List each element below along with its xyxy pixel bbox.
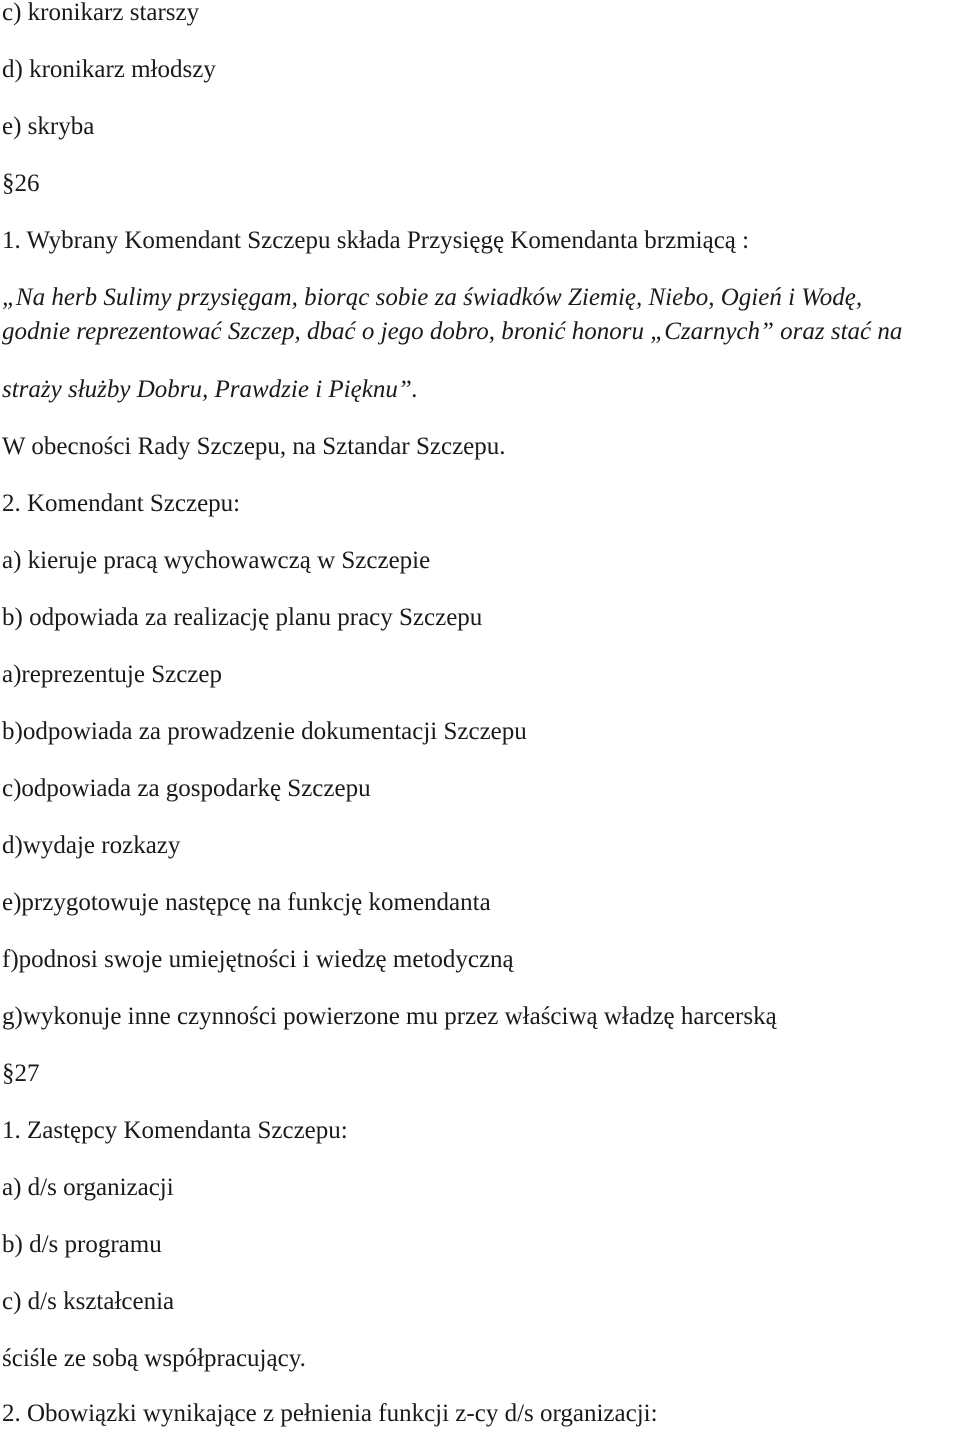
list-item-rozkazy: d)wydaje rozkazy: [2, 832, 181, 859]
paragraph-komendant-heading: 2. Komendant Szczepu:: [2, 490, 241, 517]
list-item-umiejetnosci: f)podnosi swoje umiejętności i wiedzę metodyczną: [2, 946, 514, 973]
list-item-gospodarka: c)odpowiada za gospodarkę Szczepu: [2, 775, 371, 802]
list-item-nastepca: e)przygotowuje następcę na funkcję komendanta: [2, 889, 491, 916]
oath-text-line-2: godnie reprezentować Szczep, dbać o jego dobro, bronić honoru „Czarnych” oraz stać na: [2, 318, 903, 345]
list-item-inne-czynnosci: g)wykonuje inne czynności powierzone mu przez właściwą władzę harcerską: [2, 1003, 777, 1030]
list-item-realizacja: b) odpowiada za realizację planu pracy Szczepu: [2, 604, 483, 631]
paragraph-oath-intro: 1. Wybrany Komendant Szczepu składa Przysięgę Komendanta brzmiącą :: [2, 227, 750, 254]
list-item-kronikarz-mlodszy: d) kronikarz młodszy: [2, 56, 216, 83]
list-item-skryba: e) skryba: [2, 113, 95, 140]
paragraph-zastepcy-heading: 1. Zastępcy Komendanta Szczepu:: [2, 1117, 348, 1144]
list-item-organizacji: a) d/s organizacji: [2, 1174, 174, 1201]
section-heading-26: §26: [2, 170, 40, 197]
section-heading-27: §27: [2, 1060, 40, 1087]
list-item-dokumentacja: b)odpowiada za prowadzenie dokumentacji Szczepu: [2, 718, 527, 745]
oath-text-line-1: „Na herb Sulimy przysięgam, biorąc sobie za świadków Ziemię, Niebo, Ogień i Wodę,: [2, 284, 863, 311]
paragraph-oath-location: W obecności Rady Szczepu, na Sztandar Szczepu.: [2, 433, 506, 460]
list-item-programu: b) d/s programu: [2, 1231, 162, 1258]
list-item-ksztalcenia: c) d/s kształcenia: [2, 1288, 175, 1315]
list-item-kronikarz-starszy: c) kronikarz starszy: [2, 0, 200, 26]
paragraph-obowiazki-heading: 2. Obowiązki wynikające z pełnienia funkcji z-cy d/s organizacji:: [2, 1400, 658, 1427]
paragraph-wspolpraca: ściśle ze sobą współpracujący.: [2, 1345, 306, 1372]
list-item-kieruje: a) kieruje pracą wychowawczą w Szczepie: [2, 547, 431, 574]
oath-text-line-3: straży służby Dobru, Prawdzie i Pięknu”.: [2, 376, 418, 403]
list-item-reprezentuje: a)reprezentuje Szczep: [2, 661, 222, 688]
